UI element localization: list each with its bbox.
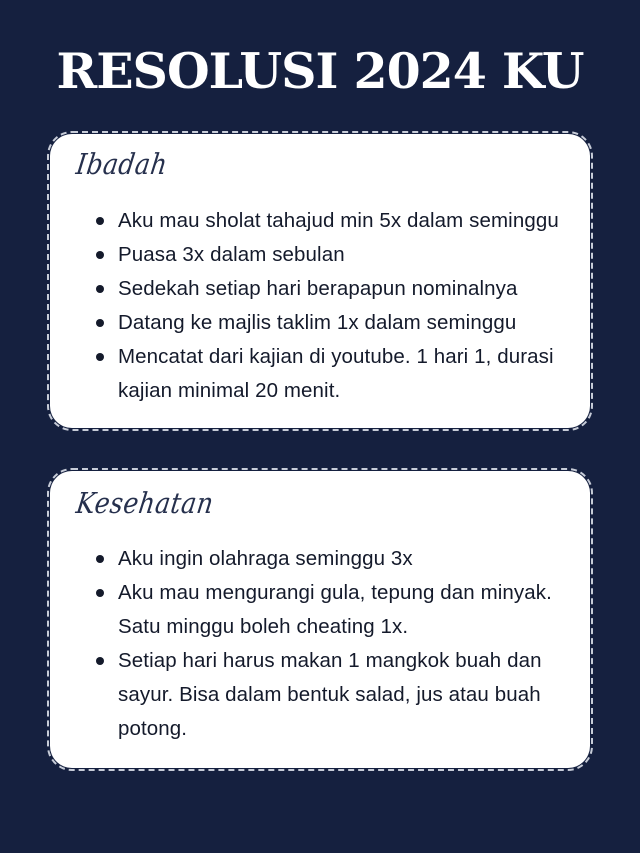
list-item-text: Puasa 3x dalam sebulan [118,243,345,266]
list-item-text: Aku mau sholat tahajud min 5x dalam seminggu [118,209,559,232]
ibadah-heading: Ibadah [74,147,170,181]
bullet-icon [96,217,104,225]
list-item [94,238,576,272]
bullet-icon [96,555,104,563]
list-item-text: Aku mau mengurangi gula, tepung dan minyak. Satu minggu boleh cheating 1x. [118,581,552,638]
page-title: RESOLUSI 2024 KU [56,42,584,100]
bullet-icon [96,285,104,293]
bullet-icon [96,251,104,259]
bullet-icon [96,319,104,327]
list-item-text: Setiap hari harus makan 1 mangkok buah dan sayur. Bisa dalam bentuk salad, jus atau buah potong. [118,649,542,740]
ibadah-card [50,134,590,428]
list-item [94,204,576,238]
kesehatan-heading: Kesehatan [74,486,216,520]
bullet-icon [96,353,104,361]
list-item [94,644,576,746]
list-item [94,542,576,576]
list-item [94,272,576,306]
list-item [94,306,576,340]
list-item [94,340,576,408]
list-item-text: Sedekah setiap hari berapapun nominalnya [118,277,518,300]
kesehatan-list [94,542,576,746]
list-item-text: Aku ingin olahraga seminggu 3x [118,547,413,570]
bullet-icon [96,657,104,665]
kesehatan-card [50,471,590,768]
list-item-text: Datang ke majlis taklim 1x dalam seminggu [118,311,517,334]
list-item [94,576,576,644]
ibadah-list [94,204,576,408]
bullet-icon [96,589,104,597]
list-item-text: Mencatat dari kajian di youtube. 1 hari 1, durasi kajian minimal 20 menit. [118,345,554,402]
